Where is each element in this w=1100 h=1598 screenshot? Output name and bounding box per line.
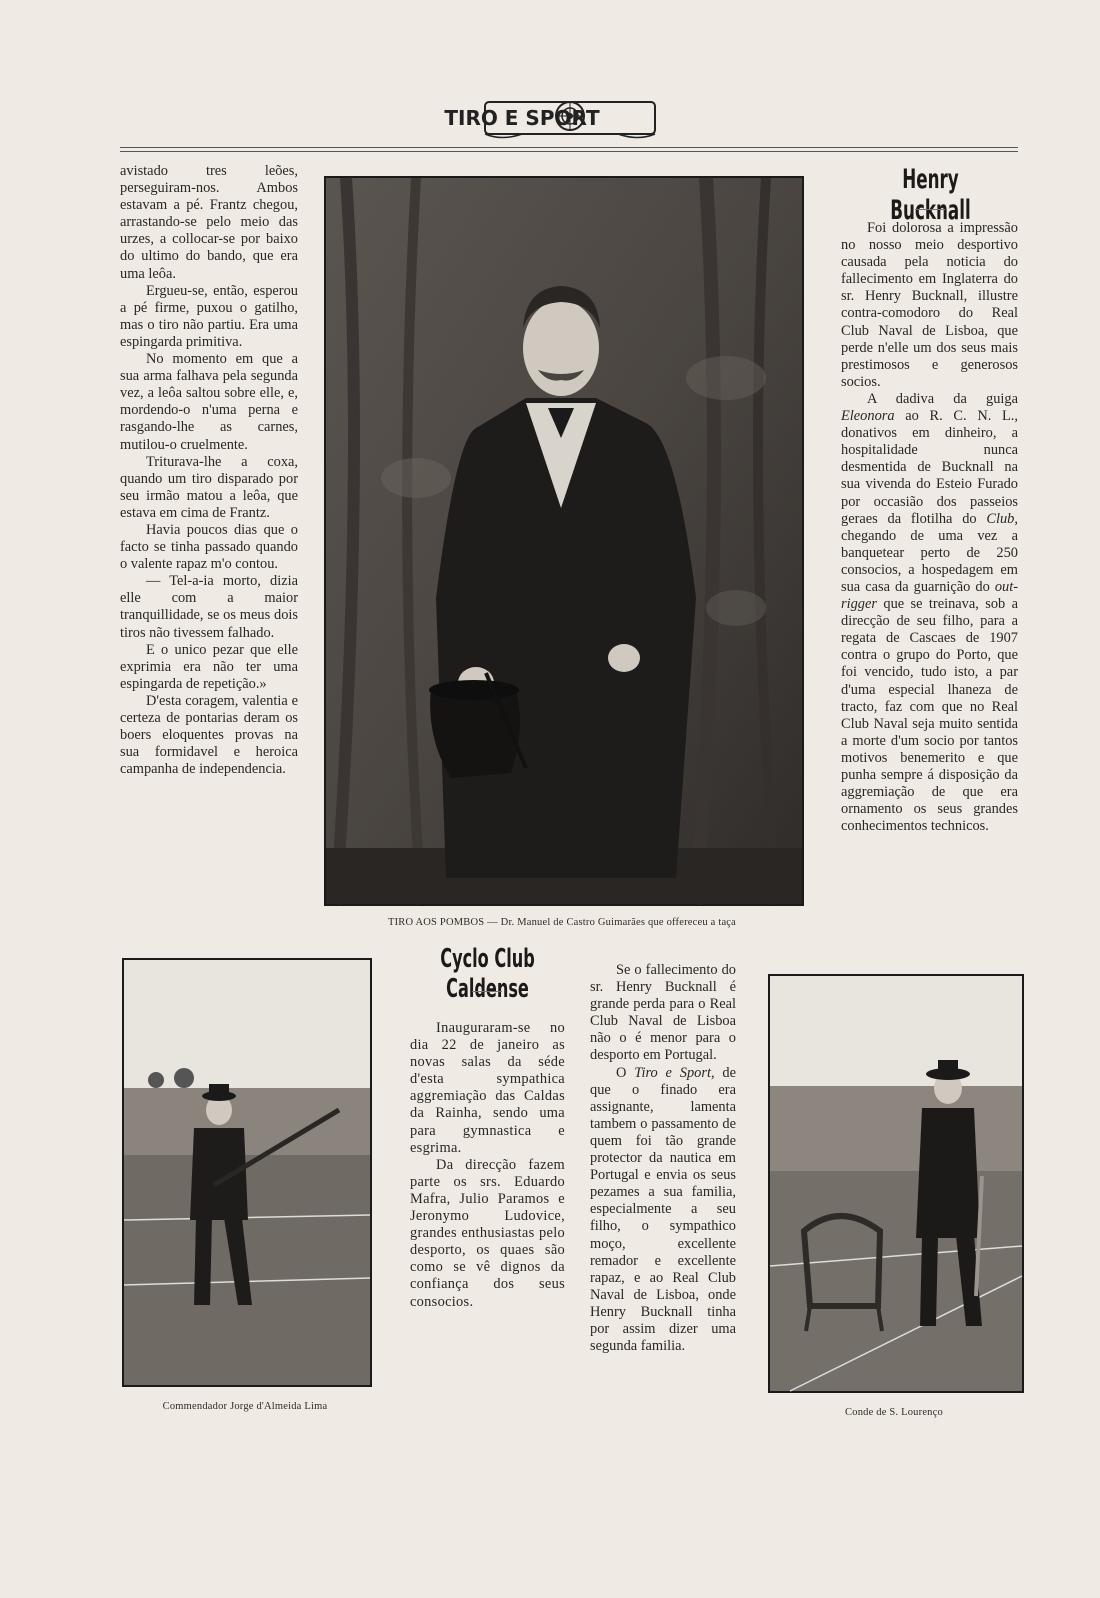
paragraph: avistado tres leões, perseguiram-nos. Ambos estavam a pé. Frantz chegou, arrastando-se pelo meio das urzes, a collocar-se por baixo do ultimo do bando, que era uma leôa. (120, 163, 298, 282)
paragraph: No momento em que a sua arma falhava pela segunda vez, a leôa saltou sobre elle, e, mordendo-o n'uma perna e rasgando-lhe as carnes, mutilou-o cruelmente. (120, 351, 298, 453)
hunter-caption: Commendador Jorge d'Almeida Lima (162, 1401, 328, 1412)
paragraph: Ergueu-se, então, esperou a pé firme, puxou o gatilho, mas o tiro não partiu. Era uma espingarda primitiva. (120, 282, 298, 350)
paragraph: E o unico pezar que elle exprimia era não ter uma espingarda de repetição.» (120, 641, 298, 692)
title-divider (472, 991, 502, 992)
bucknall-article-text (841, 220, 1018, 835)
left-column-text (120, 163, 298, 778)
title-divider (915, 209, 945, 210)
standing-man-portrait-icon (326, 178, 802, 904)
portrait-photo (324, 176, 804, 906)
masthead-rule (120, 151, 1018, 152)
count-caption: Conde de S. Lourenço (845, 1407, 943, 1418)
paragraph: D'esta coragem, valentia e certeza de pontarias deram os boers eloquentes provas na sua formidavel e heroica campanha de independencia. (120, 692, 298, 778)
cyclo-article-text (410, 1020, 565, 1311)
portrait-caption: TIRO AOS POMBOS — Dr. Manuel de Castro Guimarães que offereceu a taça (387, 917, 737, 928)
paragraph: — Tel-a-ia morto, dizia elle com a maior tranquillidade, se os meus dois tiros não tivessem falhado. (120, 573, 298, 641)
masthead-rule (120, 147, 1018, 148)
paragraph: Da direcção fazem parte os srs. Eduardo Mafra, Julio Paramos e Jeronymo Ludovice, grandes enthusiastas pelo desporto, os quaes são como se vê dignos da confiança dos seus consocios. (410, 1156, 565, 1310)
paragraph: A dadiva da guiga Eleonora ao R. C. N. L., donativos em dinheiro, a hospitalidade nunca desmentida de Bucknall na sua vivenda do Esteio Furado por occasião dos passeios geraes da flotilha do Club, chegando de uma vez a banquetear perto de 250 consocios, a hospedagem em sua casa da guarnição do out-rigger que se treinava, sob a direcção de seu filho, para a regata de Cascaes de 1907 contra o grupo do Porto, que foi vencido, tudo isto, a par d'uma especial lhaneza de tracto, faz com que no Real Club Naval seja muito sentida a morte d'um socio por tantos motivos benemerito e que punha sempre á disposição da aggremiação de que era ornamento os seus grandes conhecimentos technicos. (841, 390, 1018, 835)
paragraph: Havia poucos dias que o facto se tinha passado quando o valente rapaz m'o contou. (120, 521, 298, 573)
hunter-photo (122, 958, 372, 1387)
article-title: Henry Bucknall (890, 164, 971, 226)
bucknall-continuation-text (590, 962, 736, 1355)
paragraph: Foi dolorosa a impressão no nosso meio desportivo causada pela noticia do fallecimento em Inglaterra do sr. Henry Bucknall, illustre contra-comodoro do Real Club Naval de Lisboa, que perde n'elle um dos seus mais prestimosos e generosos socios. (841, 220, 1018, 390)
man-with-chair-icon (770, 976, 1022, 1391)
paragraph: Se o fallecimento do sr. Henry Bucknall é grande perda para o Real Club Naval de Lisboa não o é menor para o desporto em Portugal. (590, 962, 736, 1064)
count-photo (768, 974, 1024, 1393)
article-title: Cyclo Club Caldense (440, 944, 535, 1004)
paragraph: Inauguraram-se no dia 22 de janeiro as novas salas da séde d'esta sympathica aggremiação das Caldas da Rainha, sendo uma para gymnastica e esgrima. (410, 1020, 565, 1156)
paragraph: O Tiro e Sport, de que o finado era assignante, lamenta tambem o passamento de quem foi tão grande protector da nautica em Portugal e envia os seus pezames a sua familia, especialmente a seu filho, o sympathico moço, excellente remador e excellente rapaz, e ao Real Club Naval de Lisboa, onde Henry Bucknall tinha por assim dizer uma segunda familia. (590, 1064, 736, 1355)
masthead-text: TIRO E SPORT (444, 106, 600, 130)
masthead-logo (444, 94, 658, 142)
paragraph: Triturava-lhe a coxa, quando um tiro disparado por seu irmão matou a leôa, que estava em cima de Frantz. (120, 453, 298, 521)
masthead-emblem-icon (444, 94, 658, 142)
man-with-shotgun-icon (124, 960, 370, 1385)
